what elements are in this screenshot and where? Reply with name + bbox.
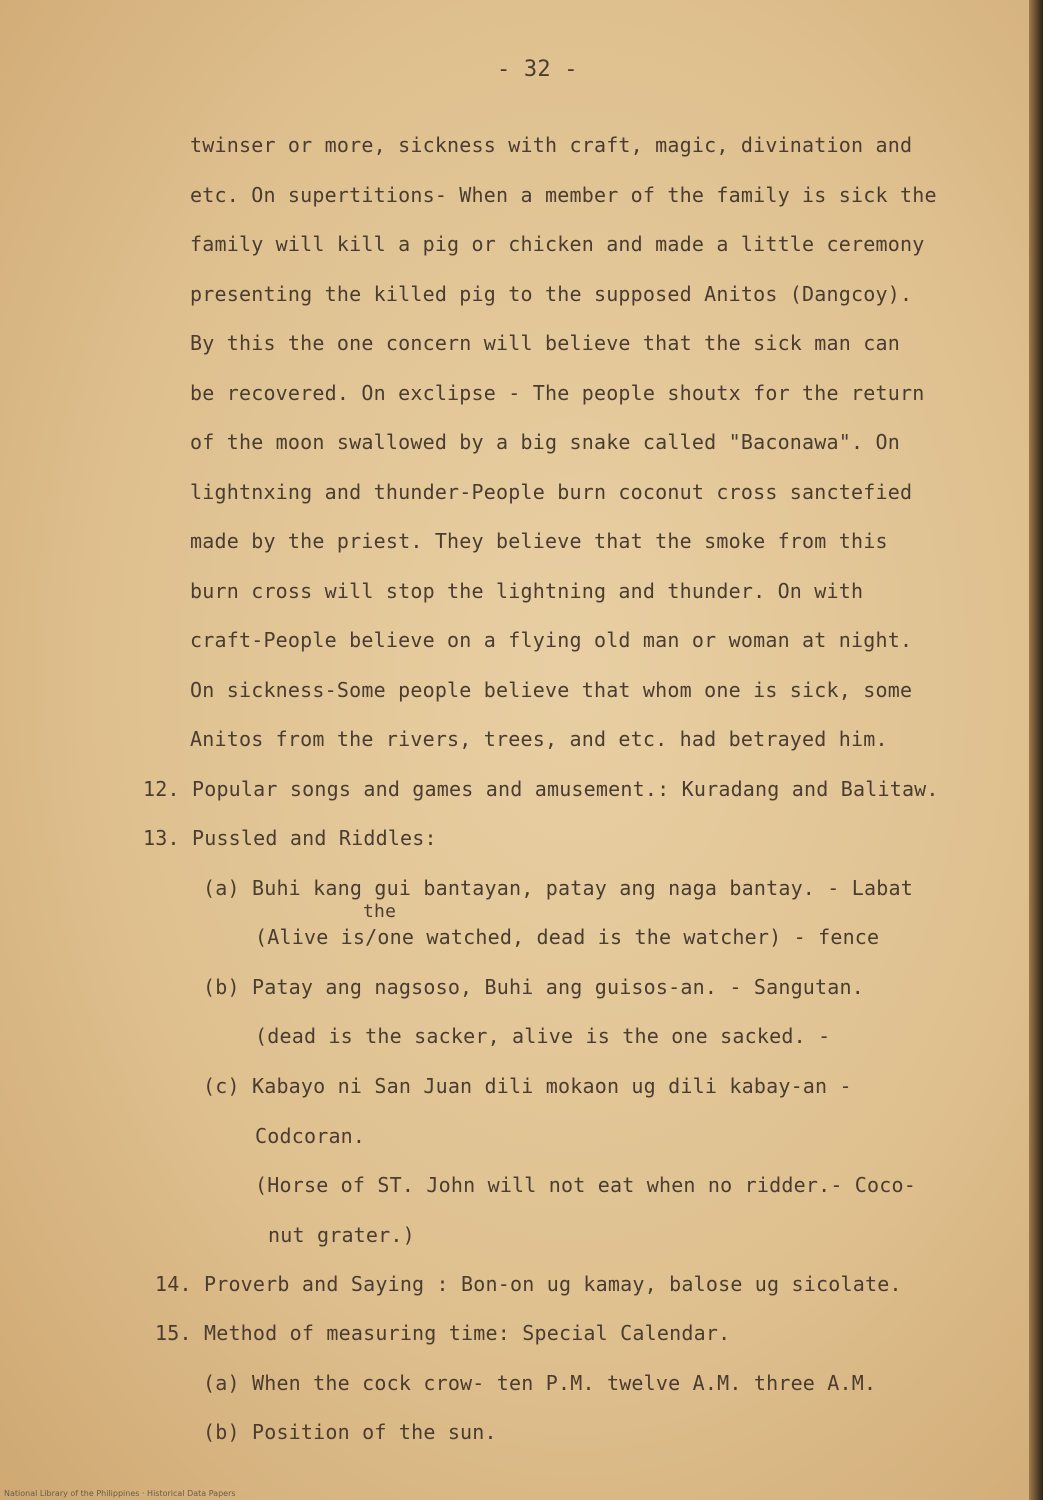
time-method-b: (b) Position of the sun.: [203, 1420, 497, 1444]
riddle-c-translation: (Horse of ST. John will not eat when no ridder.- Coco-: [255, 1173, 917, 1197]
page-number: - 32 -: [497, 57, 578, 82]
riddle-c-native: (c) Kabayo ni San Juan dili mokaon ug dili kabay-an -: [203, 1074, 852, 1098]
paragraph-line: craft-People believe on a flying old man or woman at night.: [190, 628, 913, 652]
time-method-a: (a) When the cock crow- ten P.M. twelve A.M. three A.M.: [203, 1371, 877, 1395]
riddle-a-native: (a) Buhi kang gui bantayan, patay ang naga bantay. - Labat: [203, 876, 913, 900]
riddle-a-translation: (Alive is/one watched, dead is the watcher) - fence: [255, 925, 880, 949]
paragraph-line: By this the one concern will believe that the sick man can: [190, 331, 900, 355]
paragraph-line: presenting the killed pig to the supposed Anitos (Dangcoy).: [190, 282, 913, 306]
riddle-c-answer: Codcoran.: [255, 1124, 366, 1148]
riddle-b-translation: (dead is the sacker, alive is the one sacked. -: [255, 1024, 831, 1048]
riddle-a-insert: the: [363, 901, 397, 922]
riddle-b-native: (b) Patay ang nagsoso, Buhi ang guisos-an. - Sangutan.: [203, 975, 865, 999]
paragraph-line: made by the priest. They believe that the smoke from this: [190, 529, 888, 553]
paragraph-line: family will kill a pig or chicken and made a little ceremony: [190, 232, 925, 256]
paragraph-line: etc. On supertitions- When a member of the family is sick the: [190, 183, 937, 207]
item-13-riddles-heading: 13. Pussled and Riddles:: [143, 826, 437, 850]
paragraph-line: be recovered. On exclipse - The people shoutx for the return: [190, 381, 925, 405]
item-14-proverb: 14. Proverb and Saying : Bon-on ug kamay, balose ug sicolate.: [155, 1272, 902, 1296]
paragraph-line: lightnxing and thunder-People burn coconut cross sanctefied: [190, 480, 913, 504]
archive-footer: National Library of the Philippines · Historical Data Papers: [4, 1489, 236, 1498]
paragraph-line: of the moon swallowed by a big snake called "Baconawa". On: [190, 430, 900, 454]
paragraph-line: twinser or more, sickness with craft, magic, divination and: [190, 133, 913, 157]
item-15-measuring-time: 15. Method of measuring time: Special Calendar.: [155, 1321, 731, 1345]
item-12-songs-games: 12. Popular songs and games and amusement.: Kuradang and Balitaw.: [143, 777, 939, 801]
page-edge-shadow: [1029, 0, 1043, 1500]
paragraph-line: Anitos from the rivers, trees, and etc. had betrayed him.: [190, 727, 888, 751]
riddle-c-translation-end: nut grater.): [268, 1223, 415, 1247]
paragraph-line: On sickness-Some people believe that whom one is sick, some: [190, 678, 913, 702]
paragraph-line: burn cross will stop the lightning and thunder. On with: [190, 579, 864, 603]
